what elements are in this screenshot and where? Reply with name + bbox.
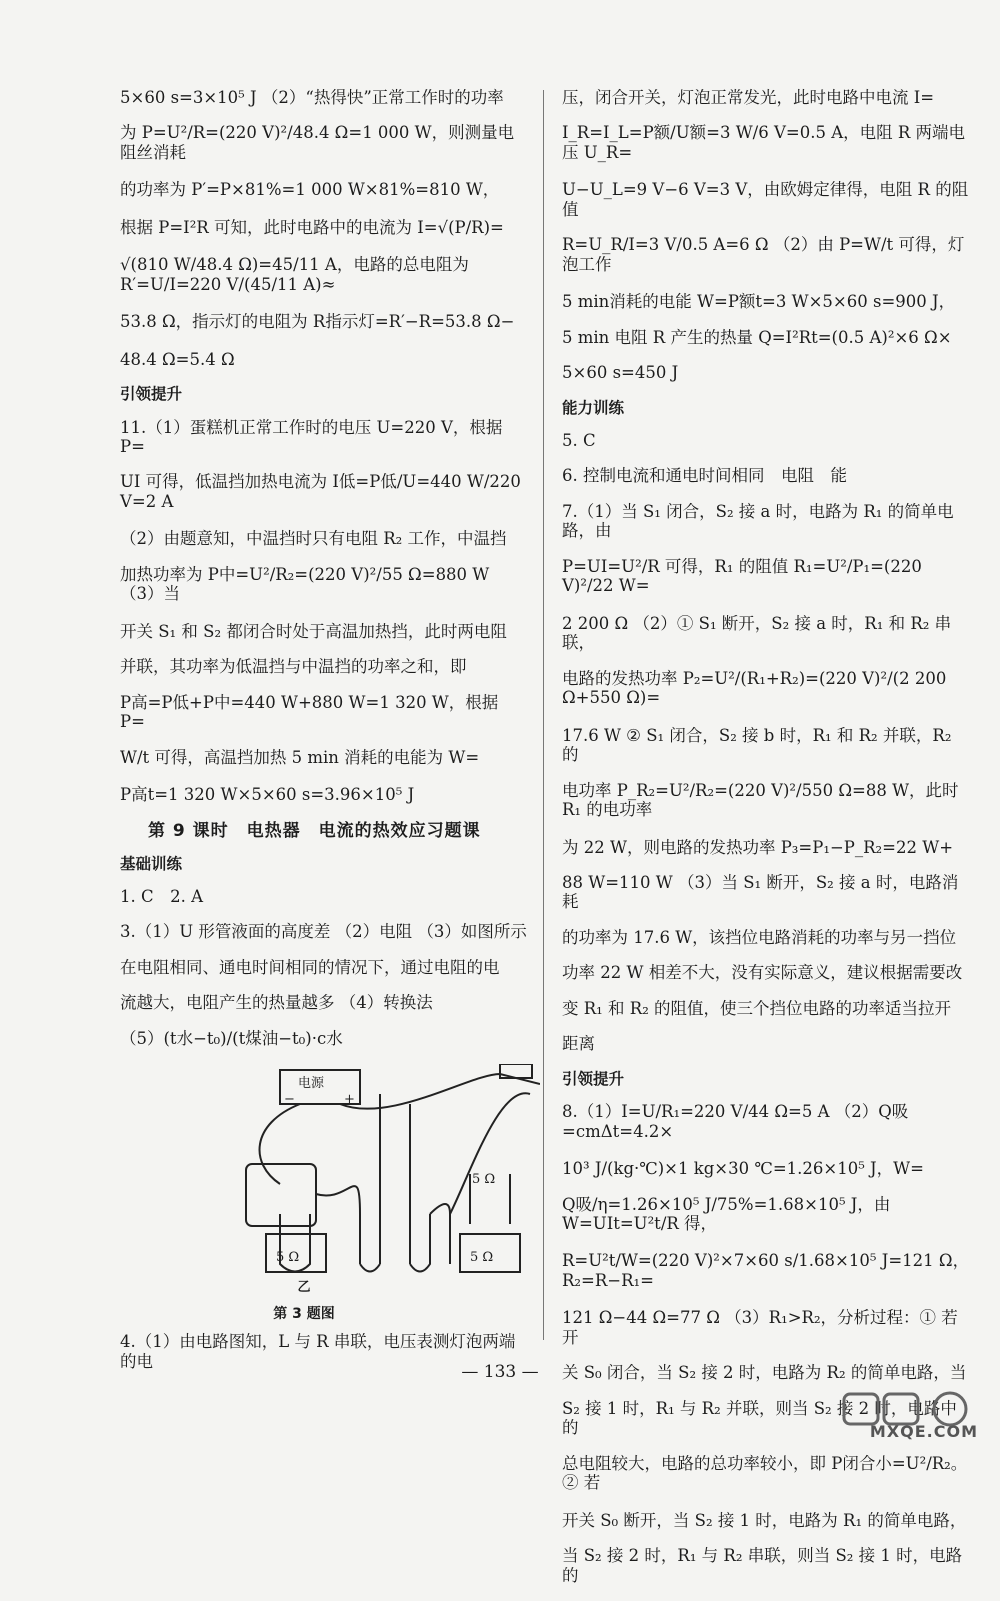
left-column	[120, 88, 528, 1387]
text-line: 并联，其功率为低温挡与中温挡的功率之和，即	[120, 657, 467, 677]
watermark-text: MXQE.COM	[869, 1422, 978, 1441]
text-line: 关 S₀ 闭合，当 S₂ 接 2 时，电路为 R₂ 的简单电路，当	[562, 1363, 967, 1383]
resistor-label-top: 5 Ω	[472, 1172, 496, 1188]
text-line: 当 S₂ 接 2 时，R₁ 与 R₂ 串联，则当 S₂ 接 1 时，电路的	[562, 1546, 963, 1585]
text-line: I_R=I_L=P额/U额=3 W/6 V=0.5 A，电阻 R 两端电压 U_R=	[562, 123, 966, 162]
text-line: 为 22 W，则电路的发热功率 P₃=P₁−P_R₂=22 W+	[562, 837, 954, 857]
page-number: — 133 —	[461, 1362, 539, 1382]
power-source-label: 电源	[298, 1076, 325, 1092]
section-heading: 能力训练	[562, 398, 625, 417]
text-line: S₂ 接 1 时，R₁ 与 R₂ 并联，则当 S₂ 接 2 时，电路中的	[562, 1398, 957, 1438]
text-line: 7.（1）当 S₁ 闭合，S₂ 接 a 时，电路为 R₁ 的简单电路，由	[562, 501, 954, 541]
text-line: 2 200 Ω （2）① S₁ 断开，S₂ 接 a 时，R₁ 和 R₂ 串联，	[562, 613, 952, 653]
minus-terminal-label: −	[284, 1092, 295, 1108]
section-heading: 基础训练	[120, 854, 183, 873]
text-line: P高t=1 320 W×5×60 s=3.96×10⁵ J	[120, 785, 415, 805]
text-line: 5. C	[562, 430, 596, 450]
resistor-label-left: 5 Ω	[276, 1250, 300, 1266]
text-line: 功率 22 W 相差不大，没有实际意义，建议根据需要改	[562, 963, 963, 983]
text-line: P高=P低+P中=440 W+880 W=1 320 W，根据 P=	[120, 692, 504, 732]
text-line: P=UI=U²/R 可得，R₁ 的阻值 R₁=U²/P₁=(220 V)²/22 W=	[562, 556, 928, 596]
circuit-figure	[240, 1064, 540, 1274]
text-line: 变 R₁ 和 R₂ 的阻值，使三个挡位电路的功率适当拉开	[562, 998, 952, 1018]
text-line: 48.4 Ω=5.4 Ω	[120, 349, 235, 369]
resistor-label-right: 5 Ω	[470, 1250, 494, 1266]
text-line: 距离	[562, 1034, 595, 1054]
text-line: U−U_L=9 V−6 V=3 V，由欧姆定律得，电阻 R 的阻值	[562, 180, 969, 219]
text-line: 5×60 s=450 J	[562, 363, 679, 383]
text-line: 17.6 W ② S₁ 闭合，S₂ 接 b 时，R₁ 和 R₂ 并联，R₂ 的	[562, 725, 957, 765]
watermark	[832, 1390, 982, 1448]
text-line: 开关 S₁ 和 S₂ 都闭合时处于高温加热挡，此时两电阻	[120, 621, 507, 641]
figure-sub-label: 乙	[297, 1280, 311, 1296]
text-line: 5 min 电阻 R 产生的热量 Q=I²Rt=(0.5 A)²×6 Ω×	[562, 327, 952, 347]
text-line: 3.（1）U 形管液面的高度差 （2）电阻 （3）如图所示	[120, 922, 527, 942]
text-line: 加热功率为 P中=U²/R₂=(220 V)²/55 Ω=880 W （3）当	[120, 564, 495, 604]
text-line: 流越大，电阻产生的热量越多 （4）转换法	[120, 993, 433, 1013]
section-heading: 引领提升	[562, 1069, 625, 1088]
text-line: 4.（1）由电路图知，L 与 R 串联，电压表测灯泡两端的电	[120, 1332, 516, 1371]
text-line: UI 可得，低温挡加热电流为 I低=P低/U=440 W/220 V=2 A	[120, 472, 527, 511]
column-divider	[543, 90, 544, 1340]
text-line: 5×60 s=3×10⁵ J （2）“热得快”正常工作时的功率	[120, 88, 504, 107]
text-line: 总电阻较大，电路的总功率较小，即 P闭合小=U²/R₂。② 若	[562, 1453, 968, 1493]
text-line: 的功率为 17.6 W，该挡位电路消耗的功率与另一挡位	[562, 927, 957, 947]
text-line: 11.（1）蛋糕机正常工作时的电压 U=220 V，根据 P=	[120, 417, 508, 456]
text-line: 88 W=110 W （3）当 S₁ 断开，S₂ 接 a 时，电路消耗	[562, 873, 959, 912]
text-line: 6. 控制电流和通电时间相同 电阻 能	[562, 466, 847, 486]
text-line: 的功率为 P′=P×81%=1 000 W×81%=810 W，	[120, 180, 500, 200]
text-line: 121 Ω−44 Ω=77 Ω （3）R₁>R₂，分析过程：① 若开	[562, 1308, 958, 1347]
text-line: 为 P=U²/R=(220 V)²/48.4 Ω=1 000 W，则测量电阻丝消耗	[120, 123, 515, 162]
text-line: 电功率 P_R₂=U²/R₂=(220 V)²/550 Ω=88 W，此时 R₁ 的电功率	[562, 780, 964, 820]
text-line: Q吸/η=1.26×10⁵ J/75%=1.68×10⁵ J，由 W=UIt=U²t/R 得，	[562, 1194, 896, 1233]
text-line: √(810 W/48.4 Ω)=45/11 A，电路的总电阻为 R′=U/I=220 V/(45/11 A)≈	[120, 255, 475, 294]
text-line: （2）由题意知，中温挡时只有电阻 R₂ 工作，中温挡	[120, 529, 507, 549]
lesson-title: 第 9 课时 电热器 电流的热效应习题课	[148, 820, 481, 841]
text-line: 根据 P=I²R 可知，此时电路中的电流为 I=√(P/R)=	[120, 217, 504, 237]
text-line: 10³ J/(kg·℃)×1 kg×30 ℃=1.26×10⁵ J，W=	[562, 1159, 924, 1179]
text-line: 开关 S₀ 断开，当 S₂ 接 1 时，电路为 R₁ 的简单电路，	[562, 1510, 967, 1530]
text-line: 压，闭合开关，灯泡正常发光，此时电路中电流 I=	[562, 88, 935, 107]
text-line: 8.（1）I=U/R₁=220 V/44 Ω=5 A （2）Q吸=cmΔt=4.2×	[562, 1102, 909, 1141]
text-line: 5 min消耗的电能 W=P额t=3 W×5×60 s=900 J，	[562, 292, 956, 312]
text-line: R=U²t/W=(220 V)²×7×60 s/1.68×10⁵ J=121 Ω，R₂=R−R₁=	[562, 1251, 970, 1290]
text-line: 在电阻相同、通电时间相同的情况下，通过电阻的电	[120, 957, 500, 977]
text-line: 电路的发热功率 P₂=U²/(R₁+R₂)=(220 V)²/(2 200 Ω+550 Ω)=	[562, 668, 952, 708]
text-line: 53.8 Ω，指示灯的电阻为 R指示灯=R′−R=53.8 Ω−	[120, 312, 515, 332]
plus-terminal-label: +	[344, 1092, 355, 1108]
text-line: 1. C 2. A	[120, 886, 204, 906]
text-line: （5）(t水−t₀)/(t煤油−t₀)·c水	[120, 1028, 343, 1048]
figure-caption: 第 3 题图	[273, 1305, 335, 1322]
text-line: R=U_R/I=3 V/0.5 A=6 Ω （2）由 P=W/t 可得，灯泡工作	[562, 235, 965, 274]
text-line: W/t 可得，高温挡加热 5 min 消耗的电能为 W=	[120, 747, 480, 767]
section-heading: 引领提升	[120, 385, 183, 404]
